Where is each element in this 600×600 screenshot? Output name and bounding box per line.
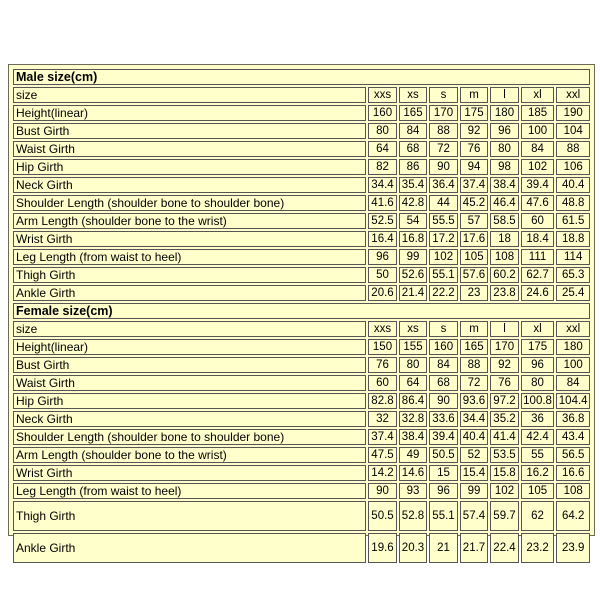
male-size-header-row bbox=[13, 87, 590, 103]
measurement-value: 165 bbox=[460, 339, 489, 355]
measurement-value: 39.4 bbox=[521, 177, 555, 193]
measurement-value: 108 bbox=[556, 483, 590, 499]
measurement-value: 23.9 bbox=[556, 533, 590, 563]
male-size-m: m bbox=[460, 87, 489, 103]
size-table-body bbox=[13, 69, 590, 563]
measurement-value: 25.4 bbox=[556, 285, 590, 301]
table-row bbox=[13, 483, 590, 499]
measurement-value: 84 bbox=[556, 375, 590, 391]
measurement-label: Height(linear) bbox=[13, 339, 366, 355]
measurement-value: 36.8 bbox=[556, 411, 590, 427]
measurement-value: 14.6 bbox=[399, 465, 428, 481]
measurement-value: 72 bbox=[429, 141, 458, 157]
measurement-value: 16.8 bbox=[399, 231, 428, 247]
measurement-value: 160 bbox=[429, 339, 458, 355]
measurement-label: Shoulder Length (shoulder bone to shoulder bone) bbox=[13, 195, 366, 211]
measurement-value: 53.5 bbox=[490, 447, 519, 463]
measurement-value: 20.6 bbox=[368, 285, 397, 301]
measurement-label: Leg Length (from waist to heel) bbox=[13, 483, 366, 499]
measurement-value: 61.5 bbox=[556, 213, 590, 229]
measurement-label: Waist Girth bbox=[13, 375, 366, 391]
measurement-value: 90 bbox=[429, 393, 458, 409]
measurement-label: Ankle Girth bbox=[13, 285, 366, 301]
measurement-value: 52.5 bbox=[368, 213, 397, 229]
female-size-header-row bbox=[13, 321, 590, 337]
measurement-label: Bust Girth bbox=[13, 123, 366, 139]
measurement-value: 43.4 bbox=[556, 429, 590, 445]
measurement-value: 104 bbox=[556, 123, 590, 139]
measurement-value: 38.4 bbox=[399, 429, 428, 445]
measurement-value: 104.4 bbox=[556, 393, 590, 409]
table-row bbox=[13, 429, 590, 445]
measurement-label: Wrist Girth bbox=[13, 231, 366, 247]
size-chart bbox=[8, 64, 595, 555]
measurement-value: 15.8 bbox=[490, 465, 519, 481]
measurement-label: Wrist Girth bbox=[13, 465, 366, 481]
measurement-value: 54 bbox=[399, 213, 428, 229]
measurement-value: 40.4 bbox=[460, 429, 489, 445]
measurement-value: 20.3 bbox=[399, 533, 428, 563]
measurement-value: 37.4 bbox=[368, 429, 397, 445]
measurement-label: Hip Girth bbox=[13, 159, 366, 175]
measurement-value: 105 bbox=[460, 249, 489, 265]
measurement-value: 47.5 bbox=[368, 447, 397, 463]
measurement-value: 36.4 bbox=[429, 177, 458, 193]
measurement-value: 76 bbox=[490, 375, 519, 391]
measurement-value: 100 bbox=[556, 357, 590, 373]
measurement-value: 82 bbox=[368, 159, 397, 175]
measurement-value: 93.6 bbox=[460, 393, 489, 409]
measurement-value: 180 bbox=[556, 339, 590, 355]
table-row bbox=[13, 375, 590, 391]
measurement-value: 80 bbox=[368, 123, 397, 139]
measurement-value: 72 bbox=[460, 375, 489, 391]
measurement-value: 56.5 bbox=[556, 447, 590, 463]
male-size-l: l bbox=[490, 87, 519, 103]
female-size-l: l bbox=[490, 321, 519, 337]
male-size-s: s bbox=[429, 87, 458, 103]
table-row bbox=[13, 159, 590, 175]
measurement-value: 68 bbox=[429, 375, 458, 391]
measurement-value: 92 bbox=[490, 357, 519, 373]
measurement-value: 102 bbox=[521, 159, 555, 175]
measurement-label: Leg Length (from waist to heel) bbox=[13, 249, 366, 265]
measurement-value: 52 bbox=[460, 447, 489, 463]
measurement-value: 18.8 bbox=[556, 231, 590, 247]
measurement-value: 58.5 bbox=[490, 213, 519, 229]
table-row bbox=[13, 357, 590, 373]
table-row bbox=[13, 465, 590, 481]
measurement-value: 84 bbox=[521, 141, 555, 157]
table-row bbox=[13, 105, 590, 121]
male-size-xl: xl bbox=[521, 87, 555, 103]
measurement-label: Arm Length (shoulder bone to the wrist) bbox=[13, 447, 366, 463]
measurement-value: 57.4 bbox=[460, 501, 489, 531]
measurement-value: 102 bbox=[429, 249, 458, 265]
male-section-title: Male size(cm) bbox=[13, 69, 590, 85]
measurement-value: 88 bbox=[460, 357, 489, 373]
measurement-value: 96 bbox=[521, 357, 555, 373]
measurement-value: 39.4 bbox=[429, 429, 458, 445]
measurement-label: Height(linear) bbox=[13, 105, 366, 121]
measurement-label: Ankle Girth bbox=[13, 533, 366, 563]
measurement-value: 100 bbox=[521, 123, 555, 139]
measurement-value: 111 bbox=[521, 249, 555, 265]
measurement-value: 50 bbox=[368, 267, 397, 283]
measurement-value: 155 bbox=[399, 339, 428, 355]
measurement-label: Neck Girth bbox=[13, 411, 366, 427]
measurement-value: 50.5 bbox=[429, 447, 458, 463]
measurement-value: 68 bbox=[399, 141, 428, 157]
measurement-value: 50.5 bbox=[368, 501, 397, 531]
measurement-label: Hip Girth bbox=[13, 393, 366, 409]
table-row bbox=[13, 533, 590, 563]
measurement-value: 16.6 bbox=[556, 465, 590, 481]
measurement-value: 90 bbox=[368, 483, 397, 499]
female-size-s: s bbox=[429, 321, 458, 337]
measurement-value: 80 bbox=[399, 357, 428, 373]
measurement-value: 46.4 bbox=[490, 195, 519, 211]
measurement-value: 100.8 bbox=[521, 393, 555, 409]
measurement-value: 88 bbox=[429, 123, 458, 139]
measurement-value: 34.4 bbox=[368, 177, 397, 193]
measurement-value: 23.2 bbox=[521, 533, 555, 563]
male-size-xxl: xxl bbox=[556, 87, 590, 103]
measurement-value: 60 bbox=[521, 213, 555, 229]
measurement-value: 96 bbox=[429, 483, 458, 499]
measurement-value: 82.8 bbox=[368, 393, 397, 409]
table-row bbox=[13, 339, 590, 355]
measurement-value: 42.8 bbox=[399, 195, 428, 211]
measurement-label: Bust Girth bbox=[13, 357, 366, 373]
measurement-value: 84 bbox=[399, 123, 428, 139]
measurement-value: 65.3 bbox=[556, 267, 590, 283]
measurement-value: 37.4 bbox=[460, 177, 489, 193]
measurement-value: 80 bbox=[490, 141, 519, 157]
measurement-value: 190 bbox=[556, 105, 590, 121]
measurement-value: 23 bbox=[460, 285, 489, 301]
male-size-label: size bbox=[13, 87, 366, 103]
table-row bbox=[13, 249, 590, 265]
measurement-value: 92 bbox=[460, 123, 489, 139]
measurement-value: 99 bbox=[460, 483, 489, 499]
table-row bbox=[13, 285, 590, 301]
measurement-value: 52.6 bbox=[399, 267, 428, 283]
measurement-value: 15.4 bbox=[460, 465, 489, 481]
measurement-value: 76 bbox=[368, 357, 397, 373]
measurement-value: 59.7 bbox=[490, 501, 519, 531]
measurement-value: 185 bbox=[521, 105, 555, 121]
measurement-value: 98 bbox=[490, 159, 519, 175]
measurement-value: 175 bbox=[460, 105, 489, 121]
measurement-label: Waist Girth bbox=[13, 141, 366, 157]
measurement-value: 33.6 bbox=[429, 411, 458, 427]
measurement-value: 160 bbox=[368, 105, 397, 121]
measurement-value: 48.8 bbox=[556, 195, 590, 211]
measurement-value: 57.6 bbox=[460, 267, 489, 283]
measurement-value: 97.2 bbox=[490, 393, 519, 409]
measurement-value: 55.1 bbox=[429, 267, 458, 283]
measurement-value: 22.4 bbox=[490, 533, 519, 563]
table-row bbox=[13, 267, 590, 283]
measurement-value: 40.4 bbox=[556, 177, 590, 193]
measurement-value: 96 bbox=[368, 249, 397, 265]
table-row bbox=[13, 141, 590, 157]
measurement-value: 80 bbox=[521, 375, 555, 391]
table-row bbox=[13, 447, 590, 463]
measurement-value: 84 bbox=[429, 357, 458, 373]
measurement-value: 21 bbox=[429, 533, 458, 563]
measurement-value: 60.2 bbox=[490, 267, 519, 283]
table-row bbox=[13, 393, 590, 409]
female-size-xxs: xxs bbox=[368, 321, 397, 337]
table-row bbox=[13, 411, 590, 427]
female-title-row bbox=[13, 303, 590, 319]
measurement-value: 55.5 bbox=[429, 213, 458, 229]
table-row bbox=[13, 501, 590, 531]
measurement-value: 16.2 bbox=[521, 465, 555, 481]
measurement-value: 44 bbox=[429, 195, 458, 211]
measurement-value: 170 bbox=[429, 105, 458, 121]
measurement-value: 55 bbox=[521, 447, 555, 463]
measurement-value: 34.4 bbox=[460, 411, 489, 427]
measurement-label: Thigh Girth bbox=[13, 267, 366, 283]
male-size-xs: xs bbox=[399, 87, 428, 103]
table-row bbox=[13, 231, 590, 247]
table-row bbox=[13, 213, 590, 229]
measurement-label: Shoulder Length (shoulder bone to shoulder bone) bbox=[13, 429, 366, 445]
measurement-value: 17.6 bbox=[460, 231, 489, 247]
measurement-value: 42.4 bbox=[521, 429, 555, 445]
measurement-value: 64.2 bbox=[556, 501, 590, 531]
measurement-value: 57 bbox=[460, 213, 489, 229]
measurement-value: 88 bbox=[556, 141, 590, 157]
measurement-value: 16.4 bbox=[368, 231, 397, 247]
measurement-value: 23.8 bbox=[490, 285, 519, 301]
measurement-value: 32 bbox=[368, 411, 397, 427]
measurement-value: 18 bbox=[490, 231, 519, 247]
measurement-value: 175 bbox=[521, 339, 555, 355]
measurement-value: 32.8 bbox=[399, 411, 428, 427]
measurement-value: 22.2 bbox=[429, 285, 458, 301]
female-size-m: m bbox=[460, 321, 489, 337]
measurement-value: 19.6 bbox=[368, 533, 397, 563]
measurement-value: 62.7 bbox=[521, 267, 555, 283]
measurement-value: 150 bbox=[368, 339, 397, 355]
measurement-value: 102 bbox=[490, 483, 519, 499]
measurement-value: 90 bbox=[429, 159, 458, 175]
measurement-value: 170 bbox=[490, 339, 519, 355]
measurement-value: 35.2 bbox=[490, 411, 519, 427]
measurement-value: 108 bbox=[490, 249, 519, 265]
measurement-value: 21.4 bbox=[399, 285, 428, 301]
measurement-value: 41.6 bbox=[368, 195, 397, 211]
measurement-value: 86 bbox=[399, 159, 428, 175]
measurement-value: 114 bbox=[556, 249, 590, 265]
measurement-value: 62 bbox=[521, 501, 555, 531]
measurement-value: 47.6 bbox=[521, 195, 555, 211]
measurement-value: 165 bbox=[399, 105, 428, 121]
measurement-value: 76 bbox=[460, 141, 489, 157]
measurement-value: 14.2 bbox=[368, 465, 397, 481]
measurement-value: 94 bbox=[460, 159, 489, 175]
measurement-value: 52.8 bbox=[399, 501, 428, 531]
measurement-value: 180 bbox=[490, 105, 519, 121]
male-size-xxs: xxs bbox=[368, 87, 397, 103]
female-size-xl: xl bbox=[521, 321, 555, 337]
female-size-label: size bbox=[13, 321, 366, 337]
measurement-value: 36 bbox=[521, 411, 555, 427]
measurement-value: 93 bbox=[399, 483, 428, 499]
measurement-value: 86.4 bbox=[399, 393, 428, 409]
measurement-value: 45.2 bbox=[460, 195, 489, 211]
table-row bbox=[13, 177, 590, 193]
measurement-value: 105 bbox=[521, 483, 555, 499]
measurement-label: Arm Length (shoulder bone to the wrist) bbox=[13, 213, 366, 229]
measurement-value: 64 bbox=[399, 375, 428, 391]
measurement-value: 18.4 bbox=[521, 231, 555, 247]
measurement-value: 38.4 bbox=[490, 177, 519, 193]
measurement-value: 17.2 bbox=[429, 231, 458, 247]
measurement-value: 15 bbox=[429, 465, 458, 481]
measurement-label: Thigh Girth bbox=[13, 501, 366, 531]
table-row bbox=[13, 123, 590, 139]
female-size-xxl: xxl bbox=[556, 321, 590, 337]
size-table bbox=[11, 67, 592, 565]
female-section-title: Female size(cm) bbox=[13, 303, 590, 319]
measurement-value: 55.1 bbox=[429, 501, 458, 531]
measurement-value: 64 bbox=[368, 141, 397, 157]
measurement-value: 106 bbox=[556, 159, 590, 175]
female-size-xs: xs bbox=[399, 321, 428, 337]
table-row bbox=[13, 195, 590, 211]
measurement-value: 96 bbox=[490, 123, 519, 139]
measurement-value: 60 bbox=[368, 375, 397, 391]
measurement-value: 35.4 bbox=[399, 177, 428, 193]
measurement-value: 24.6 bbox=[521, 285, 555, 301]
measurement-value: 21.7 bbox=[460, 533, 489, 563]
measurement-value: 49 bbox=[399, 447, 428, 463]
measurement-label: Neck Girth bbox=[13, 177, 366, 193]
male-title-row bbox=[13, 69, 590, 85]
measurement-value: 41.4 bbox=[490, 429, 519, 445]
measurement-value: 99 bbox=[399, 249, 428, 265]
